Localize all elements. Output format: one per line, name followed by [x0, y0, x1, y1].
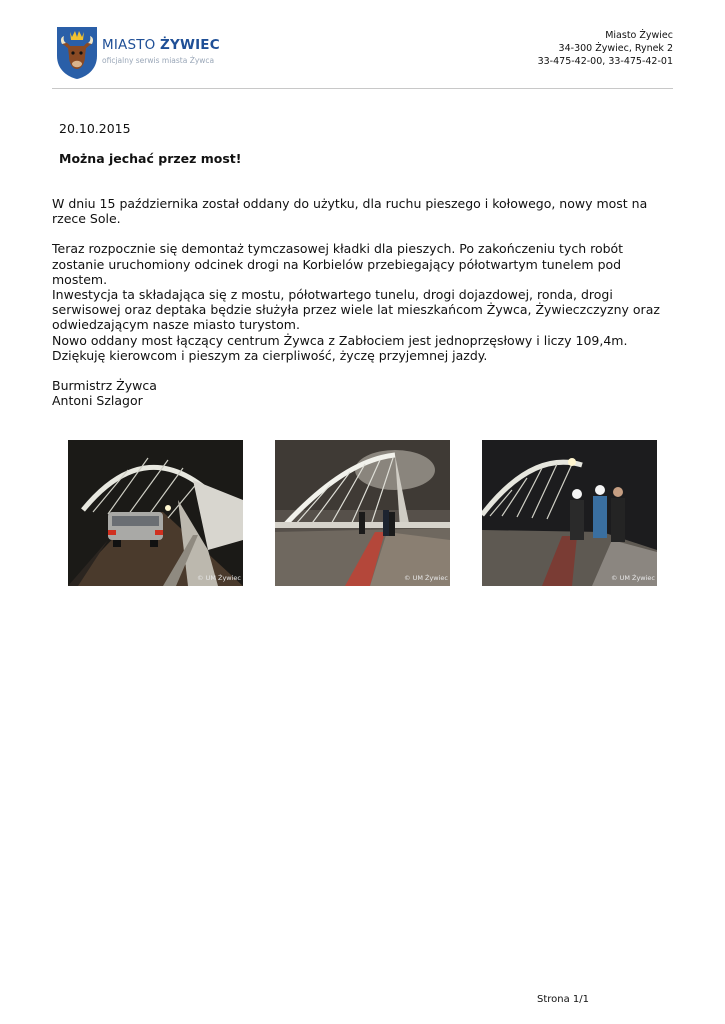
logo-title-bold: ŻYWIEC	[160, 37, 220, 53]
site-logo	[56, 26, 226, 82]
city-coat-of-arms-icon	[56, 26, 98, 80]
logo-title-light: MIASTO	[102, 37, 156, 53]
logo-subtitle: oficjalny serwis miasta Żywca	[102, 56, 215, 65]
bridge-photo[interactable]	[482, 440, 657, 586]
signature-role: Burmistrz Żywca	[52, 378, 157, 394]
article-paragraph: Inwestycja ta składająca się z mostu, półotwartego tunelu, drogi dojazdowej, ronda, drogi serwisowej oraz deptaka będzie służyła przez wiele lat mieszkańcom Żywca, Żywieczczyzny oraz odwiedzającym nasze miasto turystom.	[52, 287, 660, 333]
article-paragraph: Nowo oddany most łączący centrum Żywca z Zabłociem jest jednoprzęsłowy i liczy 109,4m.	[52, 332, 628, 348]
logo-title	[102, 37, 220, 53]
article-paragraph: Dziękuję kierowcom i pieszym za cierpliwość, życzę przyjemnej jazdy.	[52, 347, 488, 363]
article-title: Można jechać przez most!	[59, 151, 242, 166]
address-line-phone: 33-475-42-00, 33-475-42-01	[537, 56, 673, 67]
article-paragraph: Teraz rozpocznie się demontaż tymczasowej kładki dla pieszych. Po zakończeniu tych robót zostanie uruchomiony odcinek drogi na Korbielów przebiegający półotwartym tunelem pod mostem.	[52, 241, 624, 287]
article-date: 20.10.2015	[59, 121, 131, 136]
article-body	[52, 196, 677, 408]
signature-name: Antoni Szlagor	[52, 393, 143, 409]
contact-address	[538, 29, 673, 68]
header-divider	[52, 88, 673, 89]
photo-watermark: © UM Żywiec	[197, 574, 241, 582]
address-line-street: 34-300 Żywiec, Rynek 2	[558, 43, 673, 54]
bridge-car-night-image	[68, 440, 243, 586]
page-number: Strona 1/1	[537, 994, 590, 1005]
address-line-name: Miasto Żywiec	[605, 30, 673, 41]
bridge-photo[interactable]	[68, 440, 243, 586]
bridge-fog-night-image	[275, 440, 450, 586]
bridge-people-night-image	[482, 440, 657, 586]
photo-watermark: © UM Żywiec	[404, 574, 448, 582]
photo-watermark: © UM Żywiec	[611, 574, 655, 582]
article-paragraph: W dniu 15 października został oddany do użytku, dla ruchu pieszego i kołowego, nowy most na rzece Sole.	[52, 196, 648, 227]
bridge-photo[interactable]	[275, 440, 450, 586]
